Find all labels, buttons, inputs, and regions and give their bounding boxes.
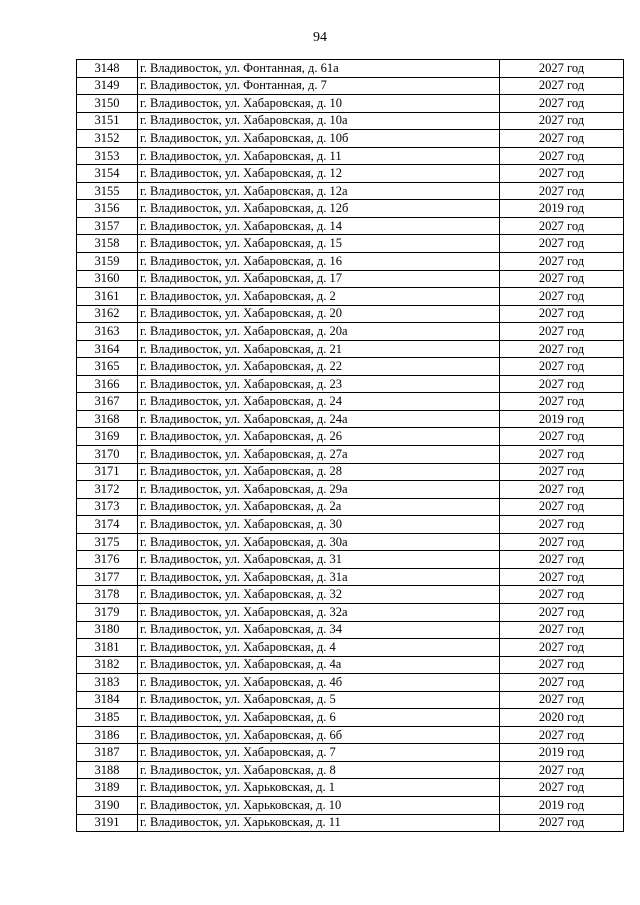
table-row — [77, 60, 624, 78]
row-number-cell: 3177 — [77, 568, 138, 586]
address-cell: г. Владивосток, ул. Хабаровская, д. 27а — [138, 446, 500, 464]
table-row — [77, 410, 624, 428]
address-cell: г. Владивосток, ул. Хабаровская, д. 30а — [138, 533, 500, 551]
address-cell: г. Владивосток, ул. Хабаровская, д. 24 — [138, 393, 500, 411]
table-row — [77, 253, 624, 271]
address-cell: г. Владивосток, ул. Хабаровская, д. 16 — [138, 253, 500, 271]
year-cell: 2027 год — [500, 551, 624, 569]
table-row — [77, 709, 624, 727]
table-row — [77, 165, 624, 183]
table-row — [77, 112, 624, 130]
year-cell: 2019 год — [500, 410, 624, 428]
address-cell: г. Владивосток, ул. Хабаровская, д. 31 — [138, 551, 500, 569]
row-number-cell: 3184 — [77, 691, 138, 709]
row-number-cell: 3161 — [77, 288, 138, 306]
year-cell: 2027 год — [500, 217, 624, 235]
row-number-cell: 3149 — [77, 77, 138, 95]
address-cell: г. Владивосток, ул. Хабаровская, д. 4а — [138, 656, 500, 674]
address-cell: г. Владивосток, ул. Хабаровская, д. 14 — [138, 217, 500, 235]
year-cell: 2027 год — [500, 235, 624, 253]
row-number-cell: 3188 — [77, 761, 138, 779]
address-cell: г. Владивосток, ул. Хабаровская, д. 28 — [138, 463, 500, 481]
address-cell: г. Владивосток, ул. Хабаровская, д. 4б — [138, 674, 500, 692]
row-number-cell: 3186 — [77, 726, 138, 744]
table-body — [77, 60, 624, 832]
address-cell: г. Владивосток, ул. Хабаровская, д. 12 — [138, 165, 500, 183]
year-cell: 2027 год — [500, 691, 624, 709]
table-row — [77, 726, 624, 744]
year-cell: 2027 год — [500, 674, 624, 692]
year-cell: 2027 год — [500, 656, 624, 674]
address-cell: г. Владивосток, ул. Харьковская, д. 11 — [138, 814, 500, 832]
row-number-cell: 3168 — [77, 410, 138, 428]
address-cell: г. Владивосток, ул. Хабаровская, д. 6б — [138, 726, 500, 744]
table-row — [77, 639, 624, 657]
year-cell: 2027 год — [500, 516, 624, 534]
table-row — [77, 95, 624, 113]
address-cell: г. Владивосток, ул. Хабаровская, д. 10б — [138, 130, 500, 148]
row-number-cell: 3155 — [77, 182, 138, 200]
address-cell: г. Владивосток, ул. Хабаровская, д. 10а — [138, 112, 500, 130]
row-number-cell: 3176 — [77, 551, 138, 569]
row-number-cell: 3187 — [77, 744, 138, 762]
table-row — [77, 656, 624, 674]
row-number-cell: 3189 — [77, 779, 138, 797]
year-cell: 2027 год — [500, 779, 624, 797]
year-cell: 2027 год — [500, 726, 624, 744]
row-number-cell: 3178 — [77, 586, 138, 604]
table-row — [77, 498, 624, 516]
row-number-cell: 3169 — [77, 428, 138, 446]
address-cell: г. Владивосток, ул. Хабаровская, д. 12а — [138, 182, 500, 200]
row-number-cell: 3172 — [77, 481, 138, 499]
year-cell: 2027 год — [500, 147, 624, 165]
year-cell: 2027 год — [500, 112, 624, 130]
year-cell: 2027 год — [500, 463, 624, 481]
row-number-cell: 3164 — [77, 340, 138, 358]
row-number-cell: 3165 — [77, 358, 138, 376]
row-number-cell: 3182 — [77, 656, 138, 674]
row-number-cell: 3148 — [77, 60, 138, 78]
address-cell: г. Владивосток, ул. Харьковская, д. 10 — [138, 796, 500, 814]
table-row — [77, 77, 624, 95]
table-row — [77, 779, 624, 797]
row-number-cell: 3183 — [77, 674, 138, 692]
table-row — [77, 814, 624, 832]
row-number-cell: 3150 — [77, 95, 138, 113]
year-cell: 2027 год — [500, 639, 624, 657]
row-number-cell: 3151 — [77, 112, 138, 130]
year-cell: 2027 год — [500, 253, 624, 271]
table-row — [77, 393, 624, 411]
row-number-cell: 3181 — [77, 639, 138, 657]
year-cell: 2027 год — [500, 270, 624, 288]
year-cell: 2027 год — [500, 95, 624, 113]
table-row — [77, 340, 624, 358]
year-cell: 2027 год — [500, 603, 624, 621]
year-cell: 2027 год — [500, 761, 624, 779]
year-cell: 2027 год — [500, 60, 624, 78]
address-cell: г. Владивосток, ул. Хабаровская, д. 22 — [138, 358, 500, 376]
address-cell: г. Владивосток, ул. Хабаровская, д. 2а — [138, 498, 500, 516]
address-cell: г. Владивосток, ул. Хабаровская, д. 26 — [138, 428, 500, 446]
address-cell: г. Владивосток, ул. Хабаровская, д. 7 — [138, 744, 500, 762]
address-cell: г. Владивосток, ул. Харьковская, д. 1 — [138, 779, 500, 797]
row-number-cell: 3163 — [77, 323, 138, 341]
year-cell: 2027 год — [500, 393, 624, 411]
address-cell: г. Владивосток, ул. Хабаровская, д. 15 — [138, 235, 500, 253]
row-number-cell: 3159 — [77, 253, 138, 271]
address-cell: г. Владивосток, ул. Хабаровская, д. 29а — [138, 481, 500, 499]
year-cell: 2027 год — [500, 586, 624, 604]
table-row — [77, 551, 624, 569]
row-number-cell: 3170 — [77, 446, 138, 464]
row-number-cell: 3152 — [77, 130, 138, 148]
year-cell: 2019 год — [500, 200, 624, 218]
table-row — [77, 305, 624, 323]
table-row — [77, 270, 624, 288]
address-cell: г. Владивосток, ул. Хабаровская, д. 34 — [138, 621, 500, 639]
page-number: 94 — [313, 30, 327, 45]
year-cell: 2027 год — [500, 130, 624, 148]
address-cell: г. Владивосток, ул. Хабаровская, д. 11 — [138, 147, 500, 165]
year-cell: 2027 год — [500, 77, 624, 95]
year-cell: 2027 год — [500, 481, 624, 499]
address-cell: г. Владивосток, ул. Хабаровская, д. 31а — [138, 568, 500, 586]
address-cell: г. Владивосток, ул. Хабаровская, д. 20а — [138, 323, 500, 341]
year-cell: 2027 год — [500, 340, 624, 358]
row-number-cell: 3174 — [77, 516, 138, 534]
table-row — [77, 147, 624, 165]
row-number-cell: 3171 — [77, 463, 138, 481]
year-cell: 2027 год — [500, 446, 624, 464]
row-number-cell: 3160 — [77, 270, 138, 288]
address-cell: г. Владивосток, ул. Хабаровская, д. 32 — [138, 586, 500, 604]
table-row — [77, 691, 624, 709]
year-cell: 2027 год — [500, 533, 624, 551]
address-cell: г. Владивосток, ул. Хабаровская, д. 20 — [138, 305, 500, 323]
table-row — [77, 358, 624, 376]
year-cell: 2027 год — [500, 288, 624, 306]
address-cell: г. Владивосток, ул. Хабаровская, д. 30 — [138, 516, 500, 534]
year-cell: 2019 год — [500, 796, 624, 814]
table-row — [77, 533, 624, 551]
table-row — [77, 516, 624, 534]
table-row — [77, 288, 624, 306]
year-cell: 2027 год — [500, 621, 624, 639]
table-row — [77, 674, 624, 692]
table-row — [77, 323, 624, 341]
table-row — [77, 375, 624, 393]
table-row — [77, 796, 624, 814]
table-row — [77, 761, 624, 779]
table-row — [77, 744, 624, 762]
row-number-cell: 3158 — [77, 235, 138, 253]
row-number-cell: 3167 — [77, 393, 138, 411]
row-number-cell: 3156 — [77, 200, 138, 218]
address-cell: г. Владивосток, ул. Хабаровская, д. 10 — [138, 95, 500, 113]
row-number-cell: 3154 — [77, 165, 138, 183]
year-cell: 2027 год — [500, 182, 624, 200]
row-number-cell: 3173 — [77, 498, 138, 516]
table-row — [77, 586, 624, 604]
row-number-cell: 3185 — [77, 709, 138, 727]
address-cell: г. Владивосток, ул. Хабаровская, д. 5 — [138, 691, 500, 709]
table-row — [77, 182, 624, 200]
table-row — [77, 235, 624, 253]
table-row — [77, 463, 624, 481]
table-row — [77, 481, 624, 499]
row-number-cell: 3179 — [77, 603, 138, 621]
address-cell: г. Владивосток, ул. Хабаровская, д. 12б — [138, 200, 500, 218]
year-cell: 2027 год — [500, 375, 624, 393]
address-cell: г. Владивосток, ул. Хабаровская, д. 32а — [138, 603, 500, 621]
table-row — [77, 217, 624, 235]
row-number-cell: 3162 — [77, 305, 138, 323]
year-cell: 2027 год — [500, 305, 624, 323]
address-cell: г. Владивосток, ул. Хабаровская, д. 6 — [138, 709, 500, 727]
year-cell: 2027 год — [500, 428, 624, 446]
table-row — [77, 446, 624, 464]
address-cell: г. Владивосток, ул. Хабаровская, д. 23 — [138, 375, 500, 393]
year-cell: 2027 год — [500, 814, 624, 832]
row-number-cell: 3157 — [77, 217, 138, 235]
address-table — [76, 59, 624, 832]
year-cell: 2020 год — [500, 709, 624, 727]
address-cell: г. Владивосток, ул. Хабаровская, д. 4 — [138, 639, 500, 657]
year-cell: 2027 год — [500, 358, 624, 376]
table-row — [77, 621, 624, 639]
address-cell: г. Владивосток, ул. Фонтанная, д. 7 — [138, 77, 500, 95]
table-row — [77, 568, 624, 586]
table-row — [77, 200, 624, 218]
address-cell: г. Владивосток, ул. Хабаровская, д. 2 — [138, 288, 500, 306]
table-row — [77, 603, 624, 621]
row-number-cell: 3180 — [77, 621, 138, 639]
address-cell: г. Владивосток, ул. Хабаровская, д. 24а — [138, 410, 500, 428]
year-cell: 2027 год — [500, 165, 624, 183]
table-row — [77, 130, 624, 148]
year-cell: 2019 год — [500, 744, 624, 762]
year-cell: 2027 год — [500, 323, 624, 341]
row-number-cell: 3190 — [77, 796, 138, 814]
address-cell: г. Владивосток, ул. Хабаровская, д. 21 — [138, 340, 500, 358]
row-number-cell: 3175 — [77, 533, 138, 551]
address-cell: г. Владивосток, ул. Фонтанная, д. 61а — [138, 60, 500, 78]
row-number-cell: 3153 — [77, 147, 138, 165]
table-row — [77, 428, 624, 446]
address-cell: г. Владивосток, ул. Хабаровская, д. 8 — [138, 761, 500, 779]
year-cell: 2027 год — [500, 568, 624, 586]
row-number-cell: 3166 — [77, 375, 138, 393]
address-cell: г. Владивосток, ул. Хабаровская, д. 17 — [138, 270, 500, 288]
row-number-cell: 3191 — [77, 814, 138, 832]
year-cell: 2027 год — [500, 498, 624, 516]
